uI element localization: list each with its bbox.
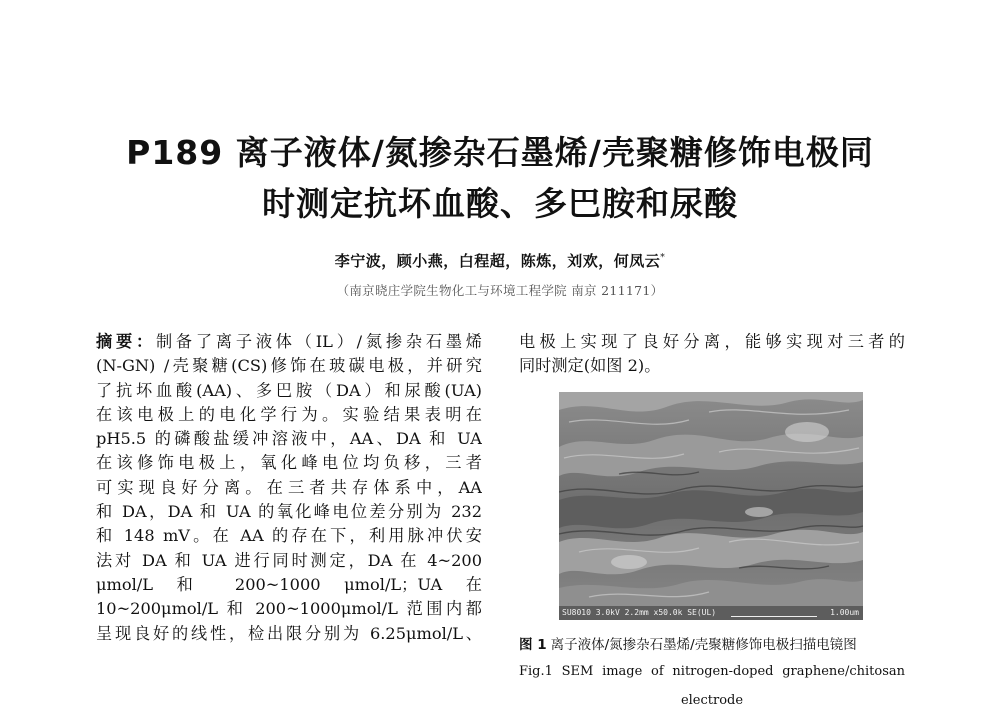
abstract-line: 在该修饰电极上，氧化峰电位均负移，三者 (96, 453, 482, 473)
abstract-line: 在该电极上的电化学行为。实验结果表明在 (96, 404, 482, 424)
right-column-line: 同时测定(如图 2)。 (519, 356, 661, 376)
abstract-line: 10~200μmol/L 和 200~1000μmol/L 范围内都 (96, 599, 482, 619)
author-names: 李宁波，顾小燕，白程超，陈炼，刘欢，何凤云 (334, 252, 661, 270)
abstract-text: 制备了离子液体（IL）/氮掺杂石墨烯 (155, 332, 482, 351)
sem-info-bar (559, 606, 863, 620)
right-column-line: 电极上实现了良好分离，能够实现对三者的 (519, 332, 905, 351)
scale-label: 1.00um (830, 608, 859, 617)
affiliation: （南京晓庄学院生物化工与环境工程学院 南京 211171） (336, 283, 664, 298)
abstract-line: pH5.5 的磷酸盐缓冲溶液中，AA、DA 和 UA (96, 429, 482, 449)
abstract-line: 可实现良好分离。在三者共存体系中，AA (96, 477, 482, 497)
figure-caption-text: 离子液体/氮掺杂石墨烯/壳聚糖修饰电极扫描电镜图 (550, 637, 857, 653)
paper-title-line-2: 时测定抗坏血酸、多巴胺和尿酸 (262, 184, 738, 223)
corresponding-author-mark: * (660, 253, 666, 263)
abstract-line: 和 148 mV。在 AA 的存在下，利用脉冲伏安 (96, 526, 482, 546)
abstract-label: 摘要： (96, 332, 156, 351)
abstract-line: 了抗坏血酸(AA)、多巴胺（DA）和尿酸(UA) (96, 380, 482, 400)
sem-texture (559, 392, 863, 620)
abstract-line: (N-GN) /壳聚糖(CS)修饰在玻碳电极，并研究 (96, 356, 482, 376)
figure-caption-english-line-2: electrode (680, 693, 744, 708)
author-list (0, 250, 1000, 271)
paper-title-line-1: P189 离子液体/氮掺杂石墨烯/壳聚糖修饰电极同 (126, 133, 874, 172)
right-column-text (519, 330, 905, 379)
abstract-line: 和 DA，DA 和 UA 的氧化峰电位差分别为 232 (96, 502, 482, 522)
scale-bar (731, 609, 817, 617)
abstract-line: 法对 DA 和 UA 进行同时测定，DA 在 4~200 (96, 550, 482, 570)
sem-metadata: SU8010 3.0kV 2.2mm x50.0k SE(UL) (562, 608, 717, 617)
figure-caption-chinese (519, 633, 905, 653)
sem-micrograph (559, 392, 863, 620)
figure-label: 图 1 (519, 637, 547, 653)
abstract (96, 330, 482, 646)
abstract-line: μmol/L 和 200~1000 μmol/L；UA 在 (96, 574, 482, 594)
abstract-line (96, 330, 482, 354)
figure-caption-english-line-1: Fig.1 SEM image of nitrogen-doped graphene/chitosan (519, 664, 905, 679)
abstract-line: 呈现良好的线性，检出限分别为 6.25μmol/L、 (96, 623, 482, 643)
